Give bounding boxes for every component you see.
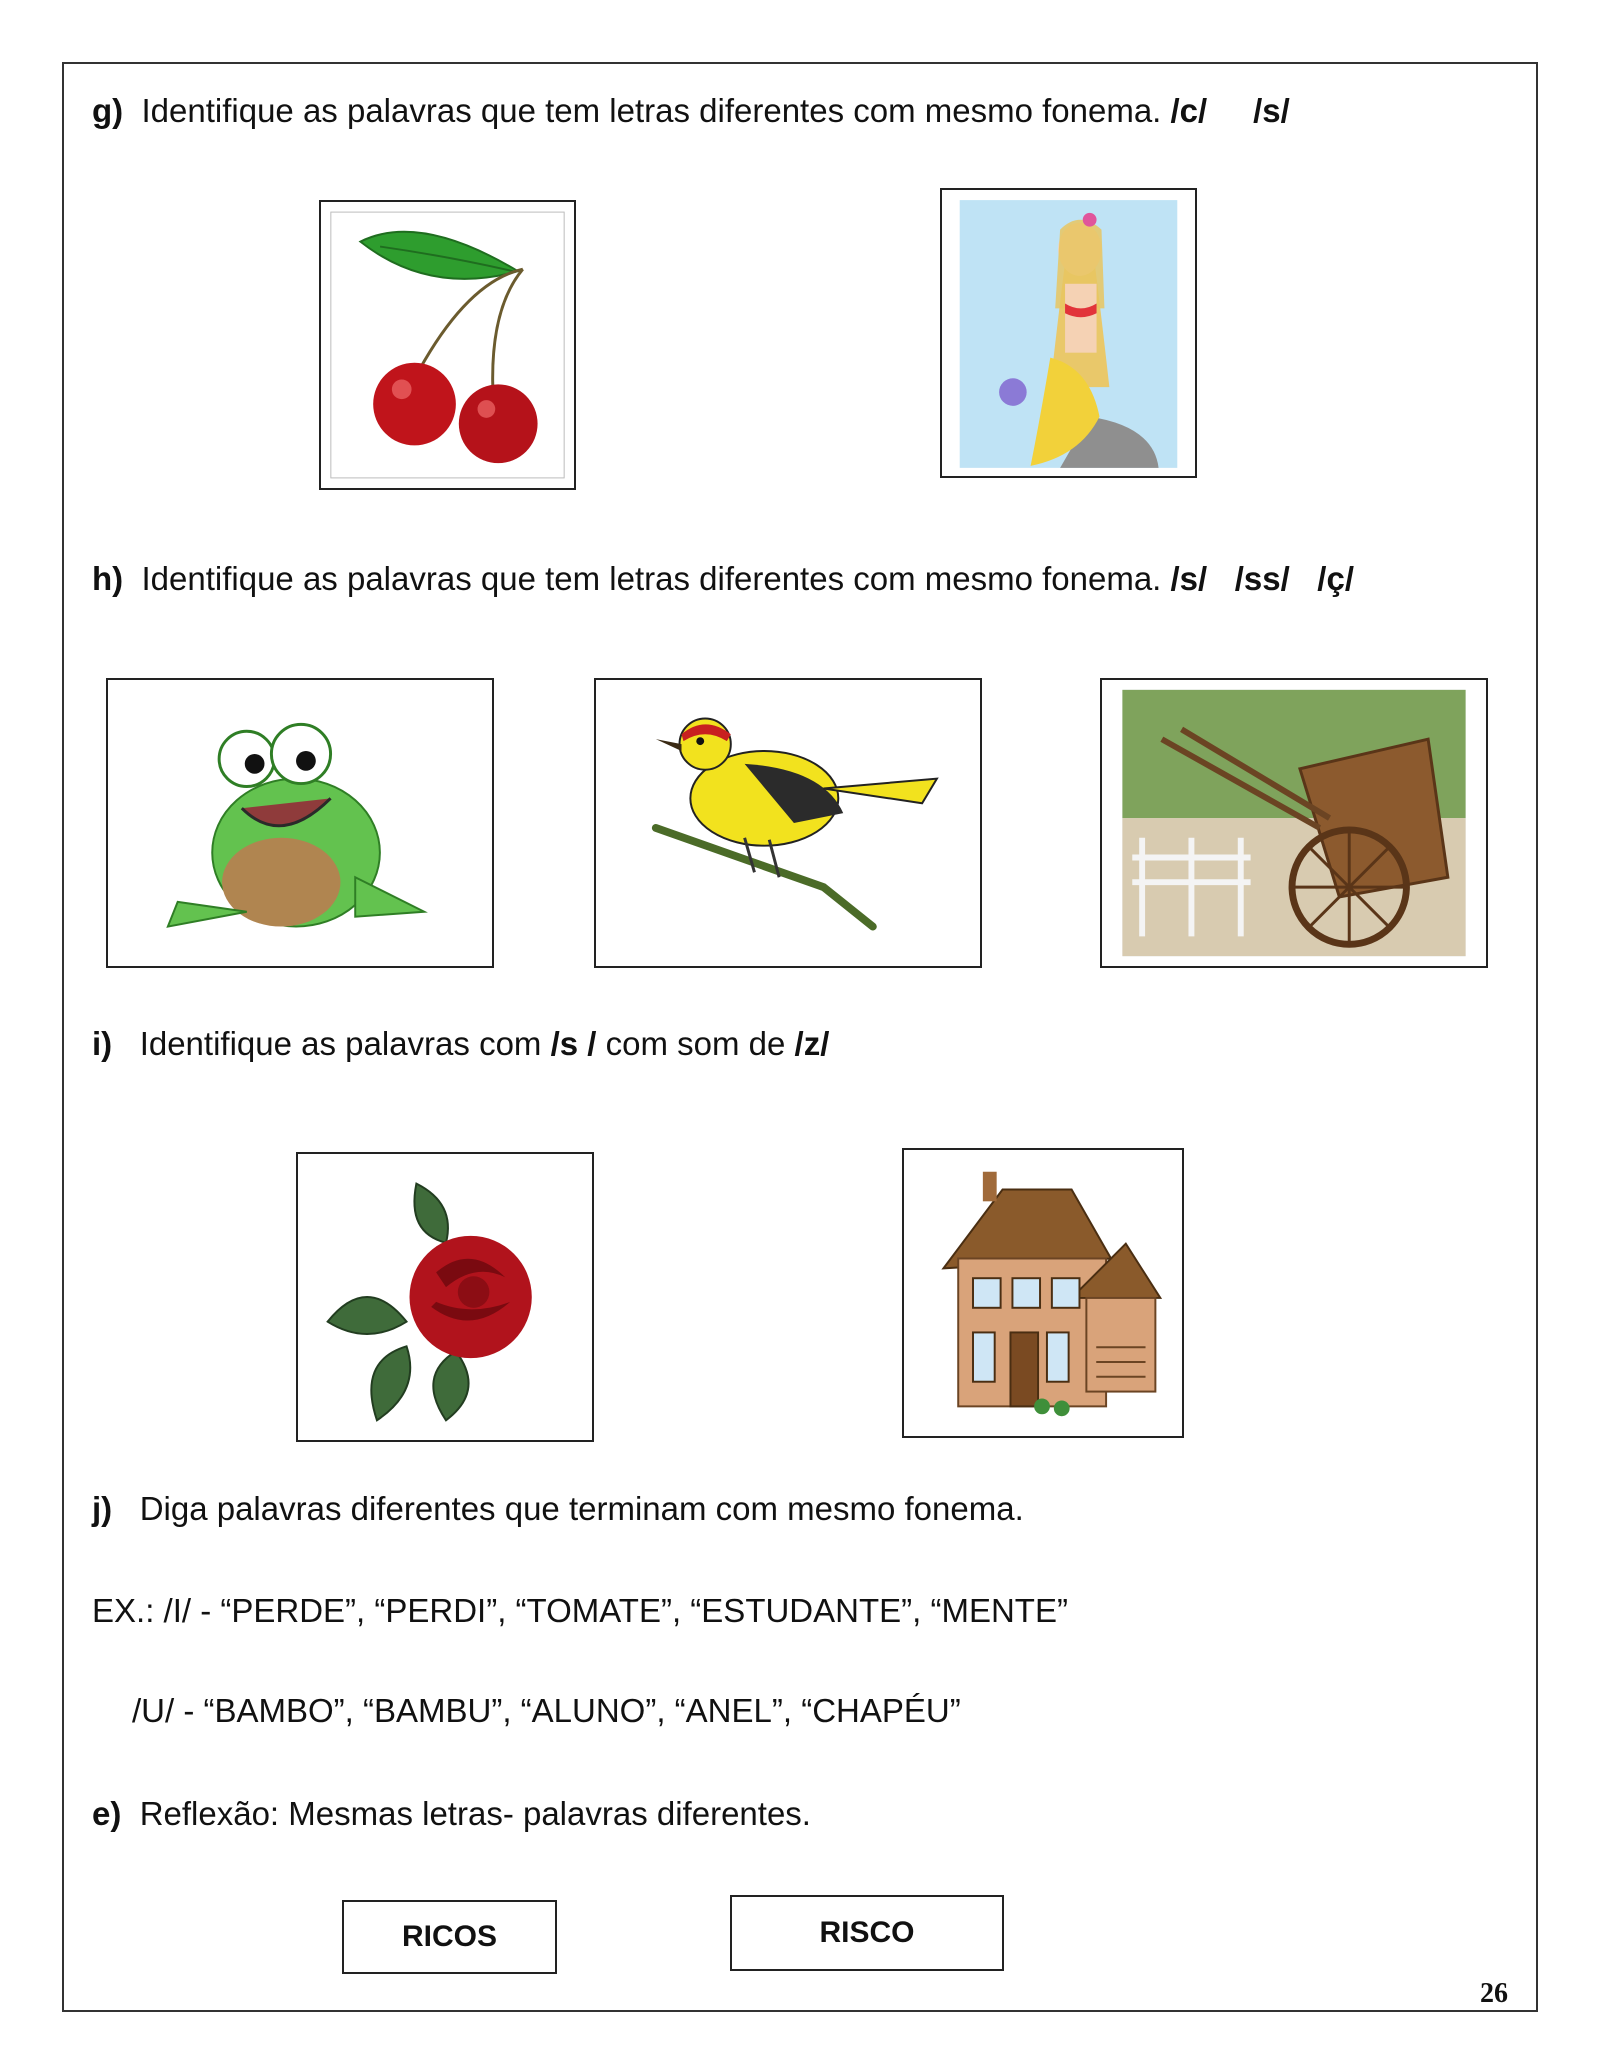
rose-image <box>296 1152 594 1442</box>
section-j-text: Diga palavras diferentes que terminam com mesmo fonema. <box>139 1490 1024 1527</box>
frog-image <box>106 678 494 968</box>
page-number: 26 <box>1480 1978 1508 2009</box>
section-g-phoneme-2: /s/ <box>1253 92 1290 129</box>
section-i-heading <box>92 1025 829 1063</box>
section-h-phoneme-2: /ss/ <box>1234 560 1290 597</box>
section-j-example-1: EX.: /I/ - “PERDE”, “PERDI”, “TOMATE”, “ESTUDANTE”, “MENTE” <box>92 1592 1068 1629</box>
section-g-heading <box>92 92 1290 130</box>
section-g-text: Identifique as palavras que tem letras diferentes com mesmo fonema. <box>141 92 1162 129</box>
word-box-ricos: RICOS <box>342 1900 557 1974</box>
section-e-letter: e) <box>92 1795 122 1832</box>
section-g-phoneme-1: /c/ <box>1170 92 1208 129</box>
section-h-phoneme-3: /ç/ <box>1317 560 1354 597</box>
section-i-phoneme-z: /z/ <box>794 1025 830 1062</box>
section-j-letter: j) <box>92 1490 113 1527</box>
section-i-letter: i) <box>92 1025 113 1062</box>
section-i-text-before: Identifique as palavras com <box>139 1025 542 1062</box>
section-h-phoneme-1: /s/ <box>1170 560 1208 597</box>
section-i-phoneme-s: /s / <box>550 1025 597 1062</box>
section-e-heading <box>92 1795 811 1833</box>
bird-image <box>594 678 982 968</box>
house-image <box>902 1148 1184 1438</box>
section-h-heading <box>92 560 1354 598</box>
cherry-image <box>319 200 576 490</box>
section-j-example-2: /U/ - “BAMBO”, “BAMBU”, “ALUNO”, “ANEL”, “CHAPÉU” <box>132 1692 961 1729</box>
word-box-risco: RISCO <box>730 1895 1004 1971</box>
mermaid-image <box>940 188 1197 478</box>
section-h-text: Identifique as palavras que tem letras diferentes com mesmo fonema. <box>141 560 1162 597</box>
section-g-letter: g) <box>92 92 124 129</box>
section-i-text-mid: com som de <box>605 1025 786 1062</box>
cart-image <box>1100 678 1488 968</box>
section-h-letter: h) <box>92 560 124 597</box>
section-j-heading <box>92 1490 1024 1528</box>
section-e-text: Reflexão: Mesmas letras- palavras diferentes. <box>139 1795 811 1832</box>
